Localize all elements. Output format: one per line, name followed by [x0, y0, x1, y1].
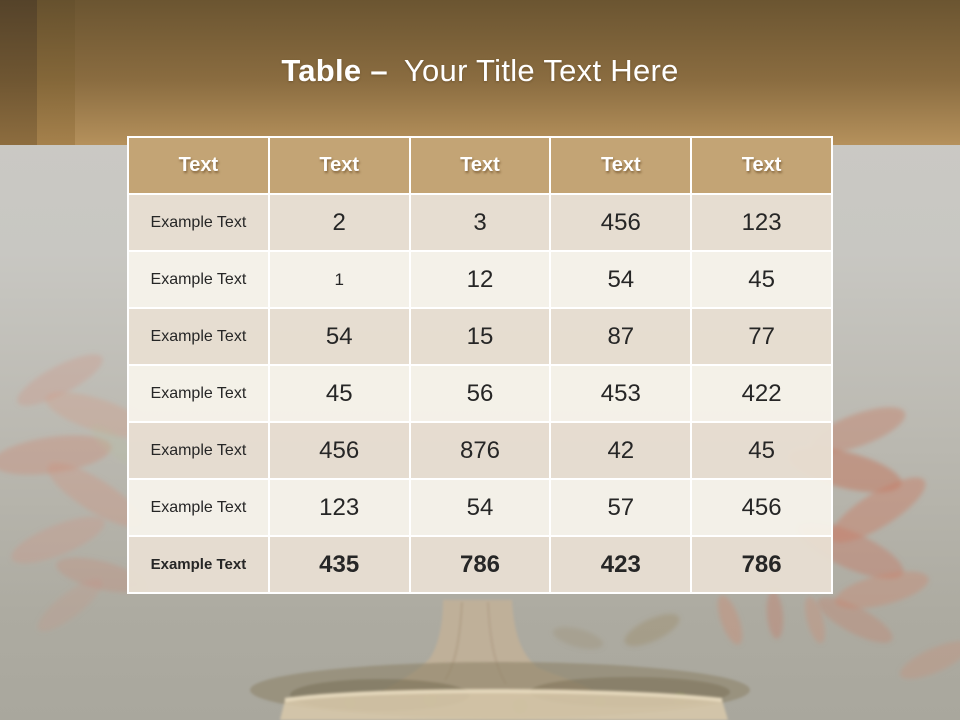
value-cell: 123 [691, 194, 832, 251]
table-row [128, 365, 832, 422]
header-cell: Text [410, 137, 551, 194]
hanging-leaves [551, 590, 829, 653]
slide-title [0, 53, 960, 89]
value-cell: 54 [550, 251, 691, 308]
value-cell: 123 [269, 479, 410, 536]
table-row [128, 194, 832, 251]
value-cell: 786 [410, 536, 551, 593]
value-cell: 786 [691, 536, 832, 593]
value-cell: 54 [269, 308, 410, 365]
row-label-cell: Example Text [128, 251, 269, 308]
value-cell: 2 [269, 194, 410, 251]
table-row [128, 251, 832, 308]
value-cell: 87 [550, 308, 691, 365]
value-cell: 57 [550, 479, 691, 536]
value-cell: 42 [550, 422, 691, 479]
table-header-row [128, 137, 832, 194]
value-cell: 876 [410, 422, 551, 479]
value-cell: 45 [691, 422, 832, 479]
slide-title-regular: Your Title Text Here [403, 53, 679, 88]
value-cell: 77 [691, 308, 832, 365]
title-banner [0, 0, 960, 145]
row-label-cell: Example Text [128, 365, 269, 422]
header-cell: Text [269, 137, 410, 194]
row-label-cell: Example Text [128, 308, 269, 365]
data-table [127, 136, 833, 594]
row-label-cell: Example Text [128, 479, 269, 536]
value-cell: 45 [691, 251, 832, 308]
row-label-cell: Example Text [128, 194, 269, 251]
row-label-cell: Example Text [128, 536, 269, 593]
header-cell: Text [691, 137, 832, 194]
value-cell: 54 [410, 479, 551, 536]
value-cell: 435 [269, 536, 410, 593]
table-row-total [128, 536, 832, 593]
value-cell: 453 [550, 365, 691, 422]
row-label-cell: Example Text [128, 422, 269, 479]
slide-title-bold: Table – [281, 53, 388, 88]
value-cell: 1 [269, 251, 410, 308]
table-row [128, 422, 832, 479]
value-cell: 422 [691, 365, 832, 422]
value-cell: 456 [269, 422, 410, 479]
value-cell: 15 [410, 308, 551, 365]
value-cell: 423 [550, 536, 691, 593]
value-cell: 456 [691, 479, 832, 536]
value-cell: 45 [269, 365, 410, 422]
value-cell: 56 [410, 365, 551, 422]
value-cell: 456 [550, 194, 691, 251]
header-cell: Text [550, 137, 691, 194]
pot [280, 691, 728, 720]
table-row [128, 479, 832, 536]
value-cell: 3 [410, 194, 551, 251]
header-cell: Text [128, 137, 269, 194]
table-row [128, 308, 832, 365]
value-cell: 12 [410, 251, 551, 308]
